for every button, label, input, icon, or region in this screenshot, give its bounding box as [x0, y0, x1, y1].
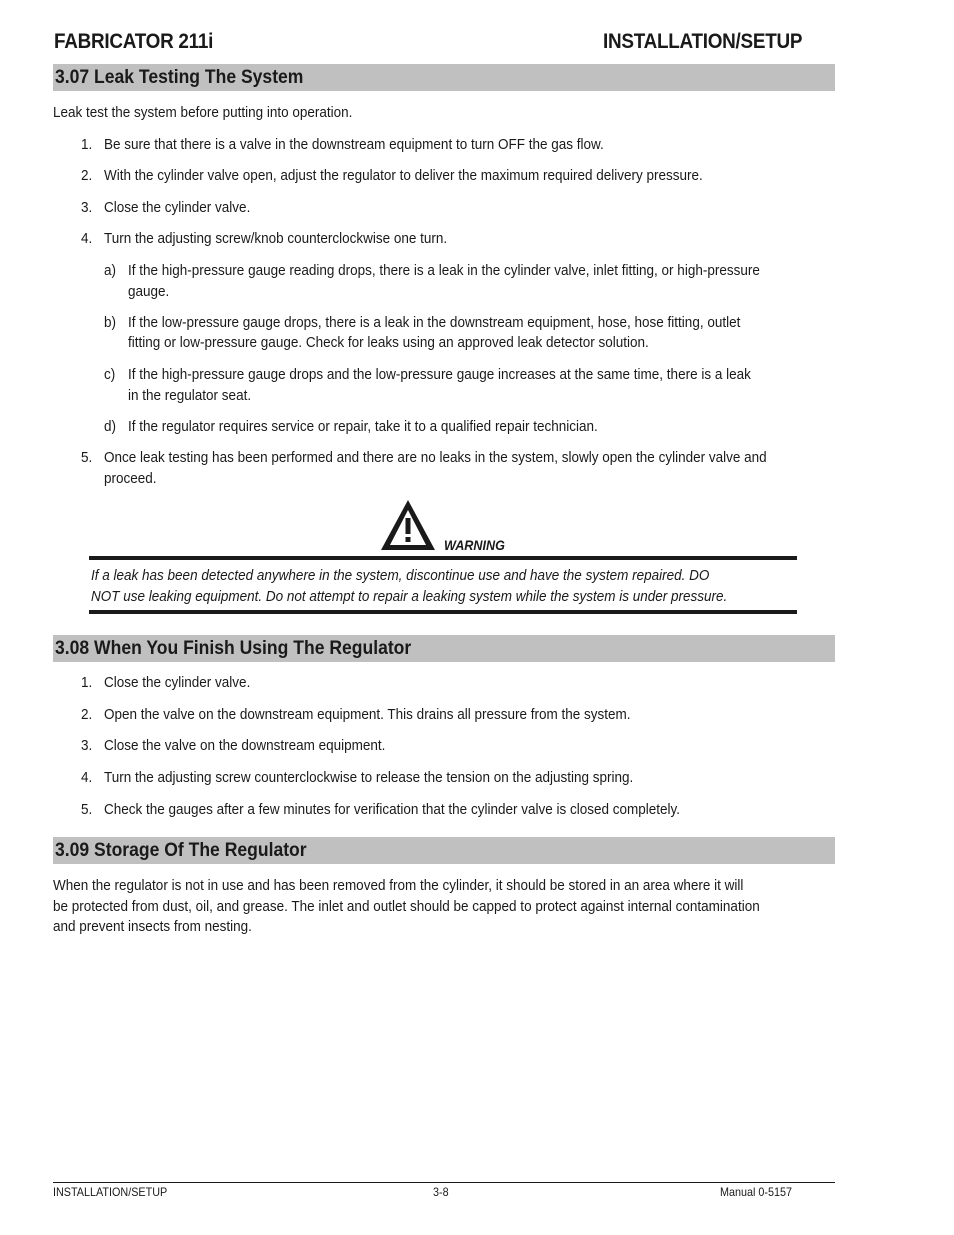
warning-label: WARNING — [444, 537, 505, 553]
list-item: Be sure that there is a valve in the downstream equipment to turn OFF the gas flow. — [104, 136, 604, 153]
paragraph-line: When the regulator is not in use and has been removed from the cylinder, it should be stored in an area where it will — [53, 877, 744, 894]
sublist-label: a) — [104, 262, 117, 279]
list-number: 4. — [81, 230, 93, 247]
list-number: 1. — [81, 674, 93, 691]
sublist-item-line: If the low-pressure gauge drops, there is a leak in the downstream equipment, hose, hose fitting, outlet — [128, 314, 741, 331]
footer-manual-number: Manual 0-5157 — [720, 1185, 793, 1199]
paragraph-line: be protected from dust, oil, and grease. The inlet and outlet should be capped to protect against internal contamination — [53, 898, 760, 915]
list-number: 2. — [81, 167, 93, 184]
paragraph-line: and prevent insects from nesting. — [53, 918, 252, 935]
list-number: 1. — [81, 136, 93, 153]
sublist-label: d) — [104, 418, 117, 435]
warning-bottom-rule — [89, 610, 797, 614]
sublist-item-line: gauge. — [128, 283, 170, 300]
section-title: 3.09 Storage Of The Regulator — [55, 839, 307, 861]
list-number: 3. — [81, 737, 93, 754]
sublist-label: b) — [104, 314, 117, 331]
list-number: 3. — [81, 199, 93, 216]
warning-text-line: If a leak has been detected anywhere in the system, discontinue use and have the system repaired. DO — [91, 567, 710, 584]
list-item: Check the gauges after a few minutes for verification that the cylinder valve is closed completely. — [104, 801, 681, 818]
sublist-item-line: If the high-pressure gauge reading drops, there is a leak in the cylinder valve, inlet fitting, or high-pressure — [128, 262, 760, 279]
list-number: 5. — [81, 449, 93, 466]
section-intro: Leak test the system before putting into operation. — [53, 104, 353, 121]
section-title: 3.08 When You Finish Using The Regulator — [55, 637, 412, 659]
list-item-line: proceed. — [104, 470, 157, 487]
list-number: 5. — [81, 801, 93, 818]
section-heading-3-07 — [53, 64, 835, 91]
section-heading-3-08 — [53, 635, 835, 662]
sublist-label: c) — [104, 366, 116, 383]
section-heading-3-09 — [53, 837, 835, 864]
footer-left: INSTALLATION/SETUP — [53, 1185, 168, 1199]
header-section: INSTALLATION/SETUP — [603, 30, 803, 53]
sublist-item-line: fitting or low-pressure gauge. Check for leaks using an approved leak detector solution. — [128, 334, 649, 351]
list-item: Open the valve on the downstream equipment. This drains all pressure from the system. — [104, 706, 631, 723]
list-item: Close the cylinder valve. — [104, 199, 251, 216]
list-item-line: Once leak testing has been performed and there are no leaks in the system, slowly open the cylinder valve and — [104, 449, 767, 466]
list-item: Close the cylinder valve. — [104, 674, 251, 691]
sublist-item-line: in the regulator seat. — [128, 387, 252, 404]
list-item: Close the valve on the downstream equipment. — [104, 737, 386, 754]
warning-text-line: NOT use leaking equipment. Do not attempt to repair a leaking system while the system is under pressure. — [91, 588, 728, 605]
list-number: 2. — [81, 706, 93, 723]
sublist-item-line: If the high-pressure gauge drops and the low-pressure gauge increases at the same time, there is a leak — [128, 366, 751, 383]
footer-page-number: 3-8 — [433, 1185, 449, 1199]
header-product: FABRICATOR 211i — [54, 30, 214, 53]
list-item: Turn the adjusting screw counterclockwise to release the tension on the adjusting spring. — [104, 769, 634, 786]
list-item: With the cylinder valve open, adjust the regulator to deliver the maximum required delivery pressure. — [104, 167, 703, 184]
warning-top-rule — [89, 556, 797, 560]
sublist-item-line: If the regulator requires service or repair, take it to a qualified repair technician. — [128, 418, 598, 435]
footer-rule — [53, 1182, 835, 1183]
section-title: 3.07 Leak Testing The System — [55, 66, 304, 88]
list-item: Turn the adjusting screw/knob counterclockwise one turn. — [104, 230, 448, 247]
list-number: 4. — [81, 769, 93, 786]
warning-triangle-icon — [379, 498, 437, 552]
